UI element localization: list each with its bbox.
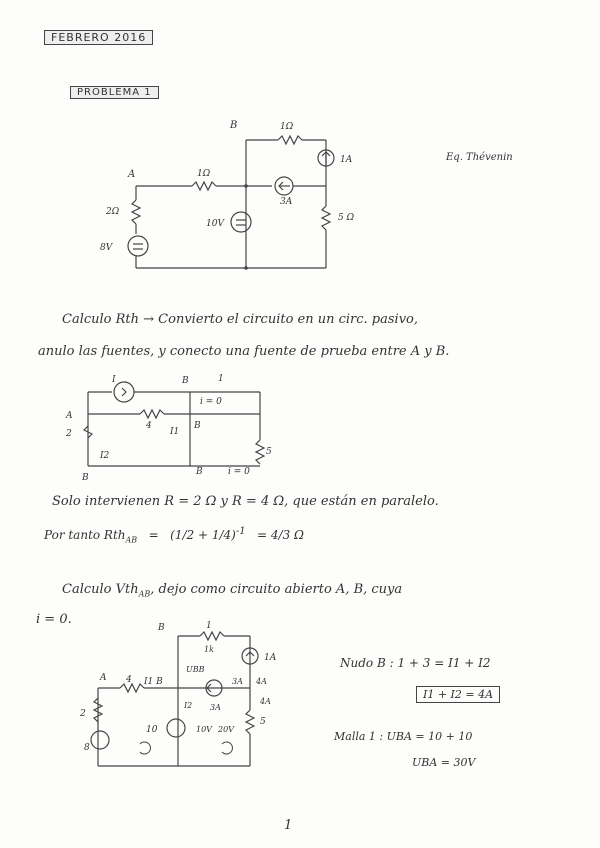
c1-r-left: 2Ω <box>106 207 120 217</box>
c1-src-3a: 3A <box>280 197 293 207</box>
rth-fraction: $(1/2 + 1/4)^{-1}$ <box>170 526 246 542</box>
vth-prefix: Calculo Vth <box>62 582 139 597</box>
c2-b-bot2: B <box>196 467 203 477</box>
c3-3a-top: 3A <box>232 677 243 686</box>
c2-b-mid: B <box>194 421 201 431</box>
text1-line2: anulo las fuentes, y conecto una fuente de prueba entre A y B. <box>38 344 450 359</box>
problem-label: PROBLEMA 1 <box>70 86 159 99</box>
rth-sub: AB <box>125 535 138 545</box>
c1-src-8v: 8V <box>100 243 113 253</box>
c3-five: 5 <box>260 717 266 727</box>
text2-line1: Solo intervienen R = 2 Ω y R = 4 Ω, que están en paralelo. <box>52 494 439 509</box>
c1-node-a: A <box>128 169 136 180</box>
rth-rest: = 4/3 Ω <box>257 528 304 542</box>
c3-4a-b: 4A <box>260 697 271 706</box>
c2-i0a: i = 0 <box>200 397 222 407</box>
c3-v10: 10V <box>196 725 212 734</box>
text3-line2: i = 0. <box>36 612 72 627</box>
c2-b1: B <box>182 376 189 386</box>
eq-boxed: I1 + I2 = 4A <box>416 686 500 703</box>
c2-four: 4 <box>146 421 152 431</box>
c3-b: B <box>158 623 165 633</box>
c3-ten: 10 <box>146 725 158 735</box>
c3-four: 4 <box>126 675 132 685</box>
text1-line1: Calculo Rth → Convierto el circuito en un circ. pasivo, <box>62 312 419 327</box>
c1-src-1a: 1A <box>340 155 353 165</box>
c3-a: A <box>100 673 107 683</box>
c3-one: 1 <box>206 621 212 631</box>
c3-ik: 1k <box>204 645 214 654</box>
c2-i0b: i = 0 <box>228 467 250 477</box>
c1-node-b: B <box>230 120 238 131</box>
page-number: 1 <box>284 818 293 833</box>
c2-i1: I1 <box>170 427 180 437</box>
vth-rest: , dejo como circuito abierto A, B, cuya <box>150 582 403 597</box>
c3-v20: 20V <box>218 725 234 734</box>
c3-i2: I2 <box>184 701 193 710</box>
rth-prefix: Por tanto Rth <box>44 528 126 542</box>
eq-node-b: Nudo B : 1 + 3 = I1 + I2 <box>340 656 491 670</box>
c3-three-a: 3A <box>210 703 221 712</box>
c3-eight: 8 <box>84 743 90 753</box>
c1-r-right: 5 Ω <box>338 213 355 223</box>
c1-src-10v: 10V <box>206 219 224 229</box>
c3-ubb: UBB <box>186 665 205 674</box>
vth-sub: AB <box>138 589 151 599</box>
c1-r-mid: 1Ω <box>197 169 211 179</box>
c1-note: Eq. Thévenin <box>446 152 513 163</box>
eq-result: UBA = 30V <box>412 756 476 769</box>
rth-eq: = <box>148 528 159 542</box>
c1-r-top: 1Ω <box>280 122 294 132</box>
c2-two: 2 <box>66 429 72 439</box>
c2-b-bot: B <box>82 473 89 483</box>
c2-one: 1 <box>218 374 224 384</box>
c2-i-top: I <box>112 375 116 385</box>
c2-five: 5 <box>266 447 272 457</box>
c3-i1b: I1 B <box>144 677 163 687</box>
date-label: FEBRERO 2016 <box>44 30 153 45</box>
eq-malla: Malla 1 : UBA = 10 + 10 <box>334 730 473 743</box>
c2-i2: I2 <box>100 451 110 461</box>
c2-a: A <box>66 411 73 421</box>
c3-two: 2 <box>80 709 86 719</box>
c3-4a-r: 4A <box>256 677 267 686</box>
c3-1a: 1A <box>264 653 277 663</box>
